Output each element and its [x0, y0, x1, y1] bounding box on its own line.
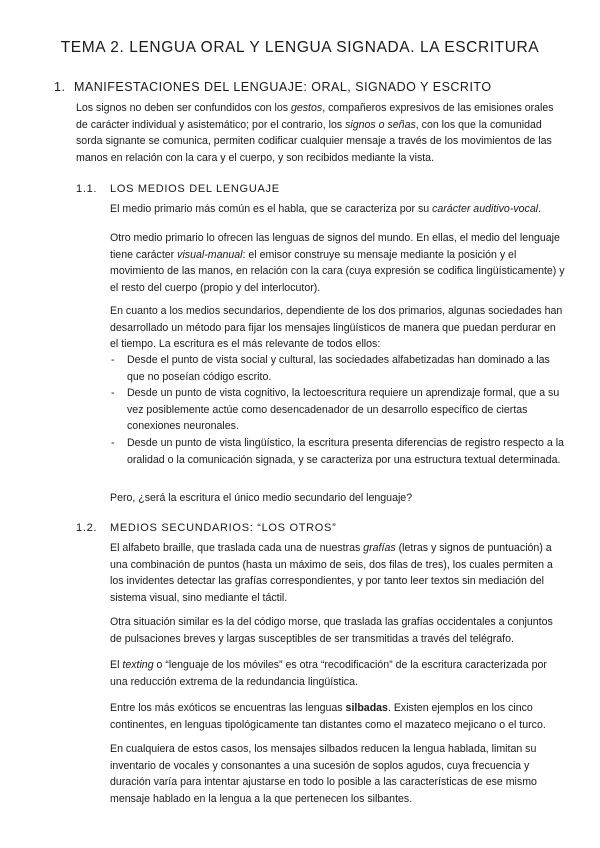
- paragraph-speech: El medio primario más común es el habla, que se caracteriza por su carácter auditivo-vocal.: [110, 203, 542, 215]
- list-item: - Desde el punto de vista social y cultural, las sociedades alfabetizadas han dominado a las que no poseían código escrito.: [111, 354, 550, 383]
- bullet-list: [110, 352, 566, 468]
- subsection-number: 1.1.: [76, 183, 98, 195]
- paragraph-braille: El alfabeto braille, que traslada cada una de nuestras grafías (letras y signos de puntuación) a una combinación de puntos (hasta un máximo de seis, dos filas de tres), los cuales permiten a los invidentes detectar las grafías correspondientes, y por tanto leer textos sin mediación del sistema visual, sino mediante el táctil.: [110, 542, 553, 604]
- paragraph-question: Pero, ¿será la escritura el único medio secundario del lenguaje?: [110, 492, 413, 504]
- section-heading-1: [54, 80, 492, 94]
- list-item: - Desde un punto de vista cognitivo, la lectoescritura requiere un aprendizaje formal, que a su vez posiblemente actúe como desencadenador de un desarrollo específico de ciertas conexiones neuronales.: [111, 387, 560, 433]
- paragraph-texting: El texting o “lenguaje de los móviles” es otra “recodificación” de la escritura caracterizada por una reducción extrema de la redundancia lingüística.: [110, 659, 547, 688]
- paragraph-morse: Otra situación similar es la del código morse, que traslada las grafías occidentales a conjuntos de pulsaciones breves y largas susceptibles de ser transmitidas a través del telégrafo.: [110, 616, 553, 645]
- subsection-title: MEDIOS SECUNDARIOS: “LOS OTROS”: [110, 522, 337, 534]
- bullet-marker: -: [111, 354, 115, 366]
- section-title: MANIFESTACIONES DEL LENGUAJE: ORAL, SIGNADO Y ESCRITO: [74, 80, 492, 94]
- subsection-heading-1-1: [76, 183, 280, 195]
- section-intro-paragraph: Los signos no deben ser confundidos con los gestos, compañeros expresivos de las emisiones orales de carácter individual y asistemático; por el contrario, los signos o señas, con los que la comunidad sorda signante se comunica, permiten codificar cualquier mensaje a través de los movimientos de las manos en relación con la cara y el cuerpo, y son recibidos mediante la vista.: [76, 102, 554, 164]
- paragraph-whistled: Entre los más exóticos se encuentras las lenguas silbadas. Existen ejemplos en los cinco continentes, en lenguas tipológicamente tan distantes como el mazateco mejicano o el turco.: [110, 702, 546, 731]
- list-item: - Desde un punto de vista lingüístico, la escritura presenta diferencias de registro respecto a la oralidad o la comunicación signada, y se caracteriza por una estructura textual determinada.: [111, 436, 564, 466]
- bullet-marker: -: [111, 387, 115, 400]
- bullet-marker: -: [111, 436, 115, 449]
- subsection-heading-1-2: [76, 522, 336, 534]
- paragraph-whistled-messages: En cualquiera de estos casos, los mensajes silbados reducen la lengua hablada, limitan su inventario de vocales y consonantes a una sucesión de soplos agudos, cuya frecuencia y duración varía para intentar ajustarse en todo lo posible a las características de ese mismo mensaje hablado en la lengua a la que pertenecen los silbantes.: [110, 743, 537, 805]
- page-title: TEMA 2. LENGUA ORAL Y LENGUA SIGNADA. LA ESCRITURA: [60, 39, 540, 56]
- subsection-title: LOS MEDIOS DEL LENGUAJE: [110, 183, 280, 195]
- section-number: 1.: [54, 80, 66, 94]
- paragraph-secondary-media: En cuanto a los medios secundarios, dependiente de los dos primarios, algunas sociedades han desarrollado un método para fijar los mensajes lingüísticos de manera que puedan perdurar en el tiempo. La escritura es el más relevante de todos ellos:: [110, 305, 563, 351]
- subsection-number: 1.2.: [76, 522, 98, 534]
- paragraph-sign-languages: Otro medio primario lo ofrecen las lenguas de signos del mundo. En ellas, el medio del lenguaje tiene carácter visual-manual: el emisor construye su mensaje mediante la posición y el movimiento de las manos, en relación con la cara (cuya expresión se codifica lingüísticamente) y el resto del cuerpo (propio y del interlocutor).: [110, 232, 565, 294]
